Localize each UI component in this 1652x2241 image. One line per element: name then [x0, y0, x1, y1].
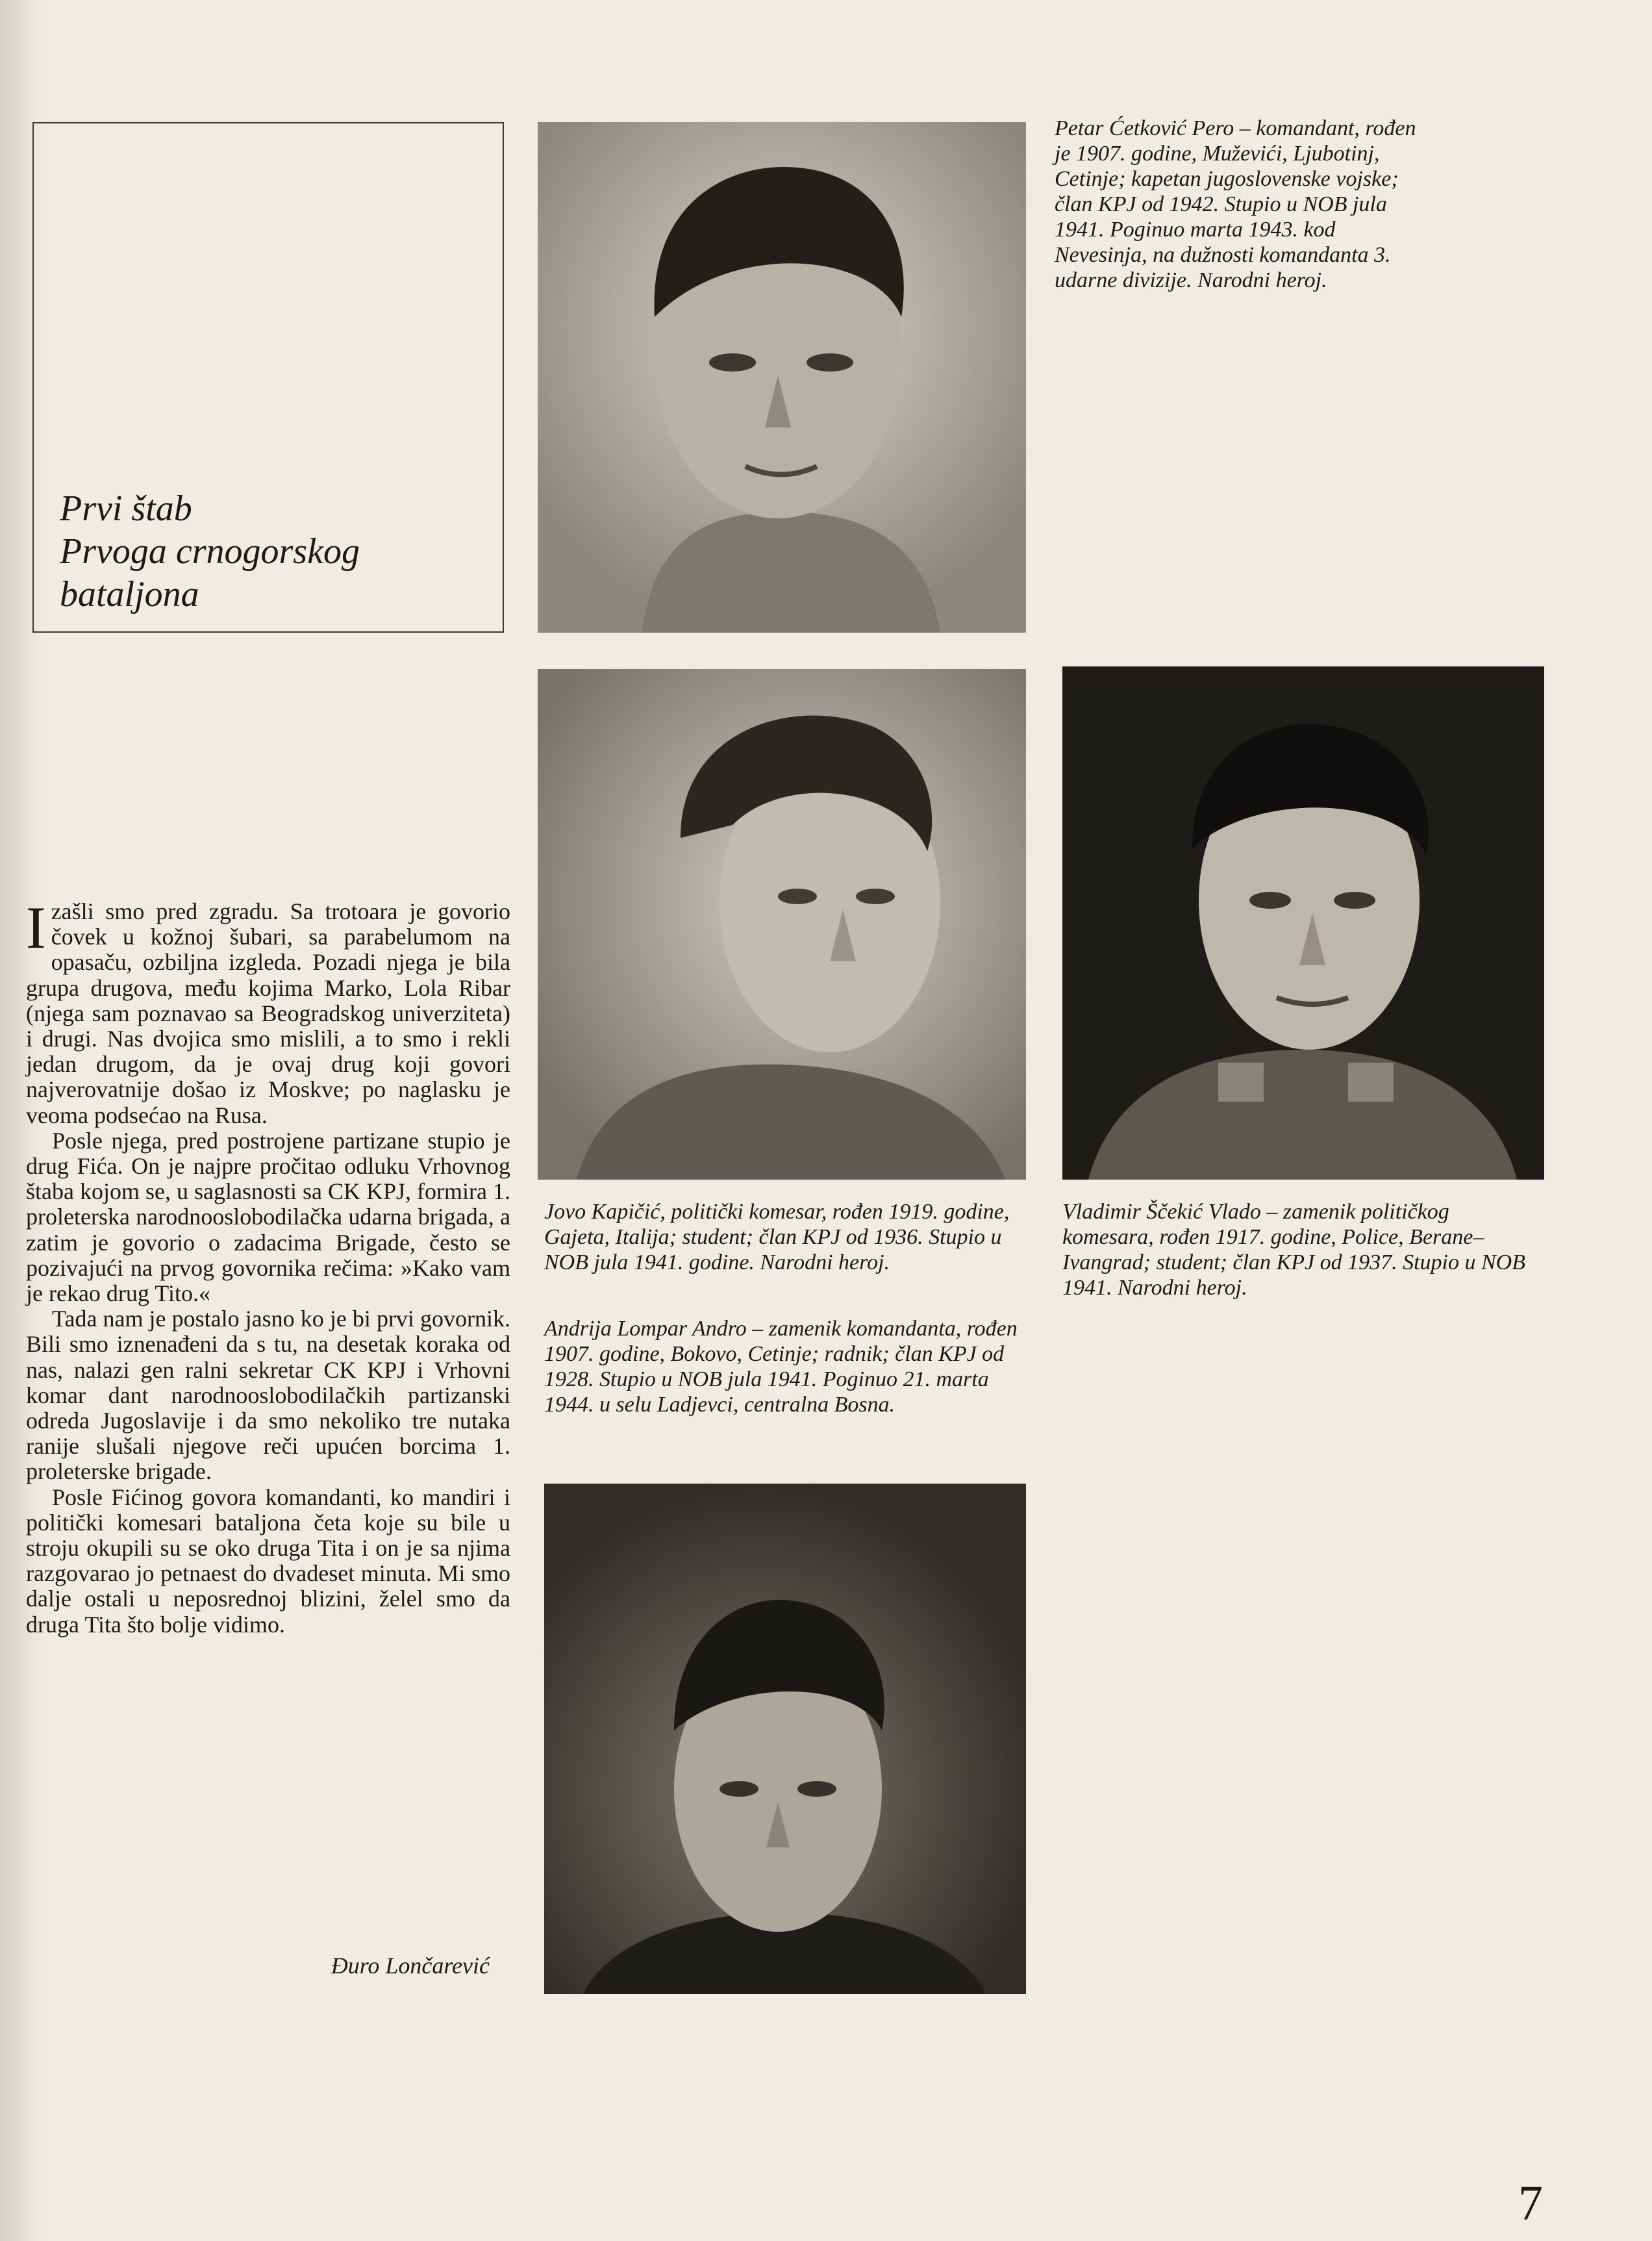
article-body — [26, 894, 510, 1638]
page-number: 7 — [1518, 2176, 1543, 2231]
title-line-2: Prvoga crnogorskog — [60, 531, 360, 572]
caption-scekic: Vladimir Ščekić Vlado – zamenik političkog komesara, rođen 1917. godine, Police, Berane–Ivangrad; student; član KPJ od 1937. Stupio u NOB 1941. Narodni heroj. — [1062, 1200, 1525, 1300]
title-line-3: bataljona — [60, 574, 199, 614]
portrait-photo-cetkovic — [538, 122, 1026, 633]
portrait-photo-scekic — [1062, 666, 1544, 1180]
body-paragraph-2: Posle njega, pred postrojene partizane stupio je drug Fića. On je najpre pročitao odluku Vrhovnog štaba kojom se, u saglasnosti sa CK KPJ, formira 1. proleterska narodnooslobodilačka udarna brigada, a zatim je govorio o zadacima Brigade, često se pozivajući na prvog govornika rečima: »Kako vam je rekao drug Tito.« — [26, 1127, 510, 1307]
portrait-photo-lompar — [544, 1484, 1026, 1994]
section-title — [60, 487, 475, 616]
body-paragraph-1: Izašli smo pred zgradu. Sa trotoara je govorio čovek u kožnoj šubari, sa parabelumom na opasaču, ozbiljna izgleda. Pozadi njega je bila grupa drugova, među kojima Marko, Lola Ribar (njega sam poznavao sa Beogradskog univerziteta) i drugi. Nas dvojica smo mislili, a to smo i rekli jedan drugom, da je ovaj drug koji govori najverovatnije došao iz Moskve; po naglasku je veoma podsećao na Rusa. — [26, 894, 510, 1128]
title-line-1: Prvi štab — [60, 488, 192, 529]
body-paragraph-3: Tada nam je postalo jasno ko je bi prvi govornik. Bili smo iznenađeni da s tu, na desetak koraka od nas, nalazi gen ralni sekretar CK KPJ i Vrhovni komar dant narodnooslobodilačkih partizanski odreda Jugoslavije i da smo nekoliko tre nutaka ranije slušali njegove reči upućen borcima 1. proleterske brigade. — [26, 1306, 510, 1485]
caption-kapicic: Jovo Kapičić, politički komesar, rođen 1919. godine, Gajeta, Italija; student; član KPJ od 1936. Stupio u NOB jula 1941. godine. Narodni heroj. — [544, 1200, 1010, 1274]
body-paragraph-4: Posle Fićinog govora komandanti, ko mandiri i politički komesari bataljona četa koje su bile u stroju okupili su se oko druga Tita i on je sa njima razgovarao jo petnaest do dvadeset minuta. Mi smo dalje ostali u neposrednoj blizini, želel smo da druga Tita što bolje vidimo. — [26, 1484, 510, 1638]
author-signature: Đuro Lončarević — [331, 1953, 490, 1979]
caption-cetkovic: Petar Ćetković Pero – komandant, rođen je 1907. godine, Muževići, Ljubotinj, Cetinje; kapetan jugoslovenske vojske; član KPJ od 1942. Stupio u NOB jula 1941. Poginuo marta 1943. kod Nevesinja, na dužnosti komandanta 3. udarne divizije. Narodni heroj. — [1055, 116, 1416, 292]
portrait-photo-kapicic — [538, 669, 1026, 1180]
caption-lompar: Andrija Lompar Andro – zamenik komandanta, rođen 1907. godine, Bokovo, Cetinje; radnik; član KPJ od 1928. Stupio u NOB jula 1941. Poginuo 21. marta 1944. u selu Ladjevci, centralna Bosna. — [544, 1317, 1018, 1417]
